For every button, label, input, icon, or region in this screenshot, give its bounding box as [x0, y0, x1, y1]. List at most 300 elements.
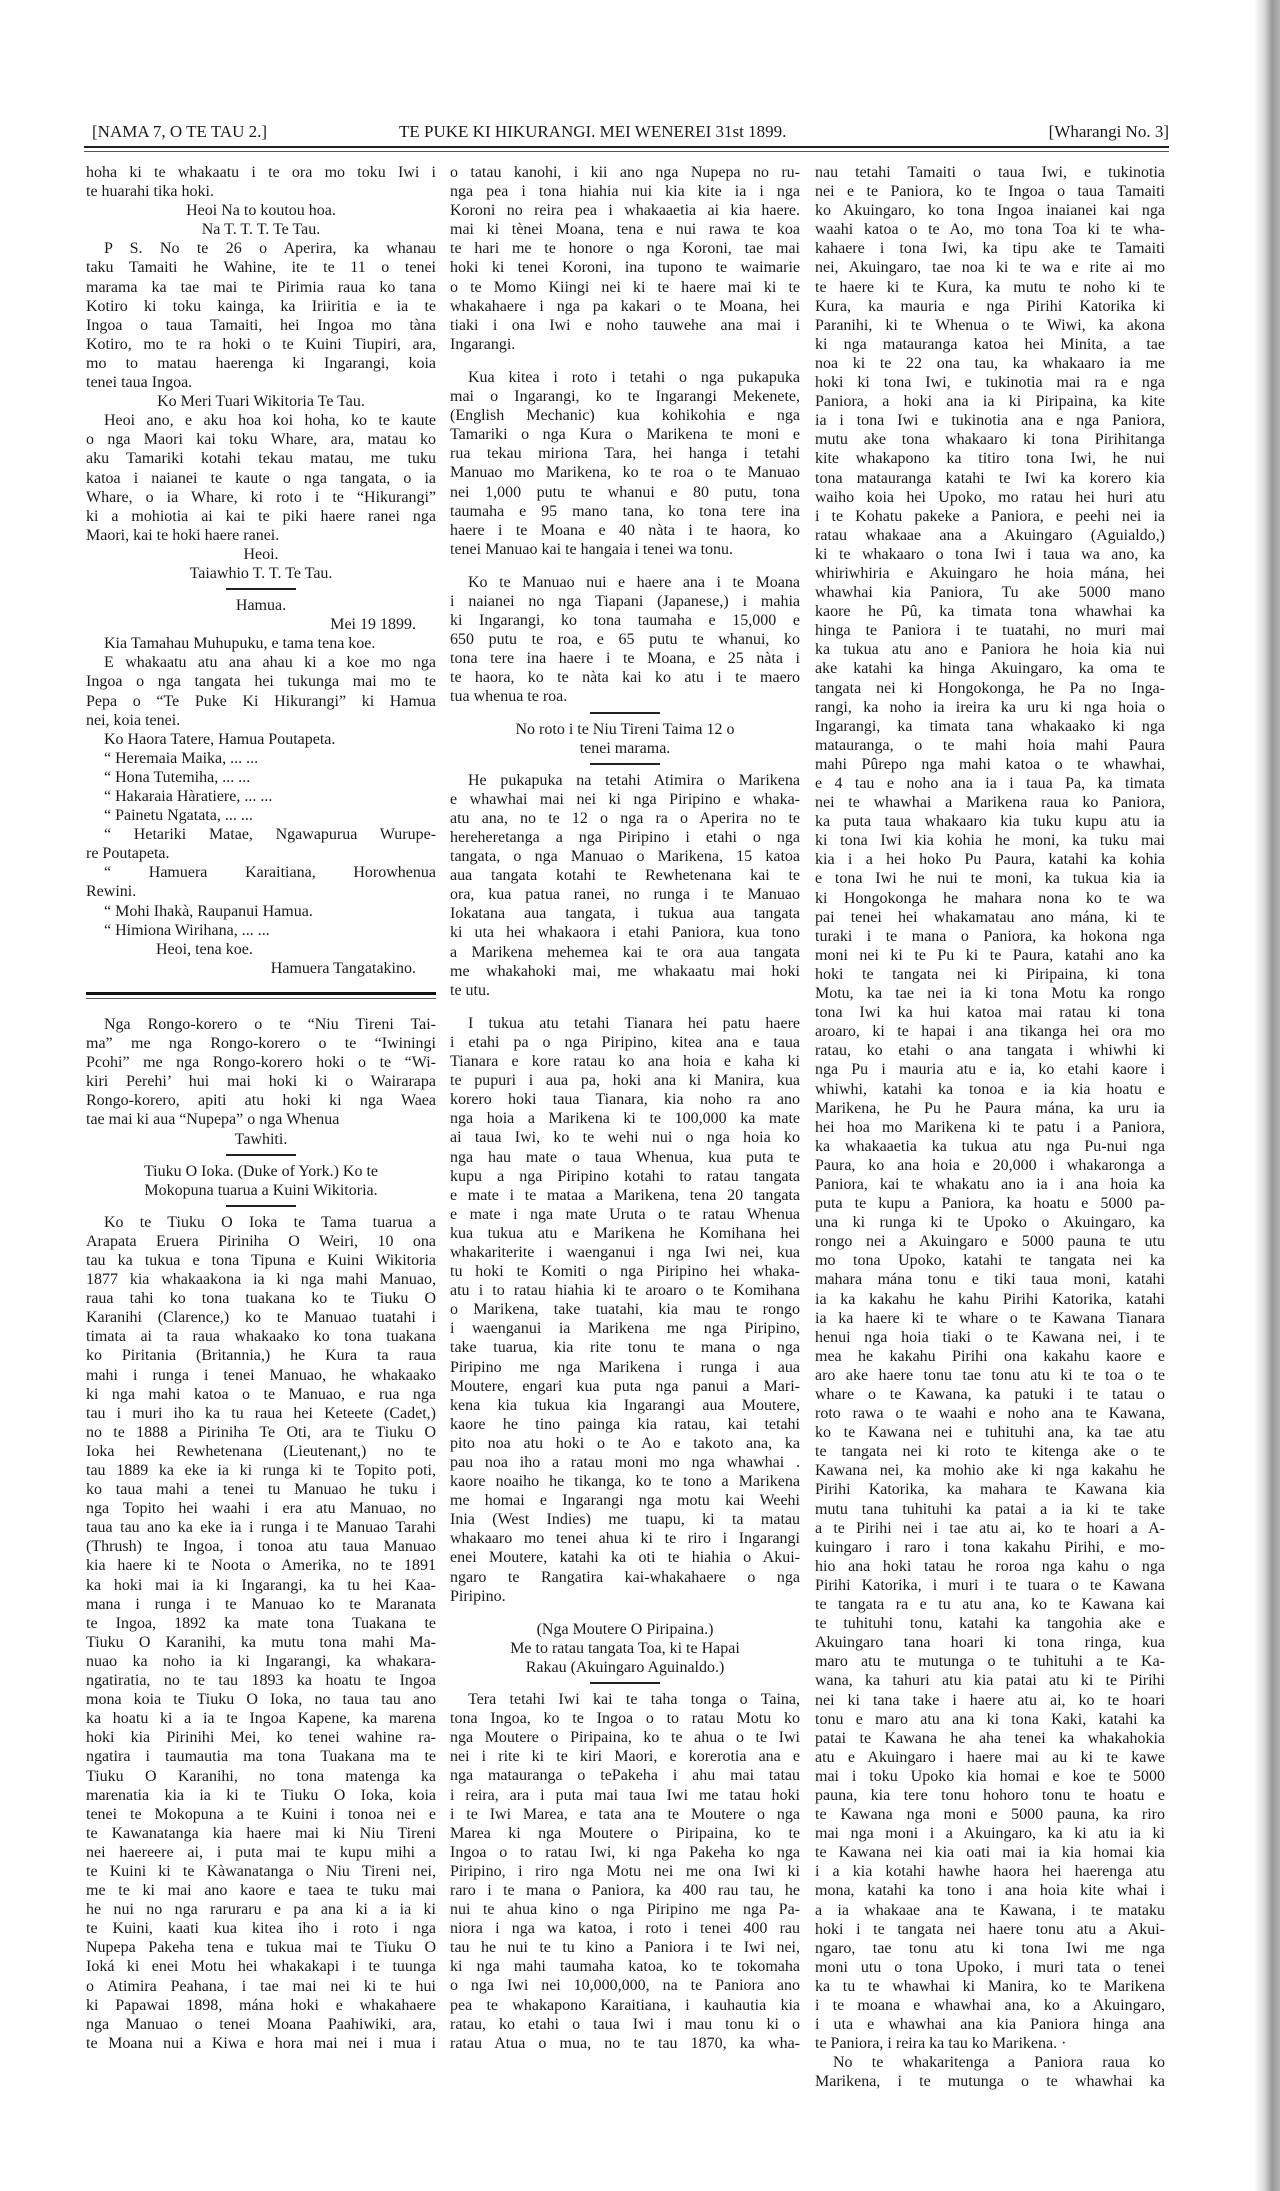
- paragraph: [86, 1015, 436, 1130]
- text-line: hoki i te tangata nei haere tonu atu a Akui-: [815, 1920, 1165, 1938]
- text-line: mea he kakahu Pirihi ona kakahu kaore e: [815, 1347, 1165, 1365]
- text-line: ki Ingarangi, ko tona taumaha e 15,000 e: [450, 612, 800, 630]
- text-line: ratau Atua o mua, no te tau 1870, ka wha-: [450, 2034, 800, 2052]
- text-line: ratau, ko etahi o ana tangata i whiwhi ki: [815, 1042, 1165, 1060]
- text-line: te pupuri i aua pa, hoki ana ki Manira, kua: [450, 1072, 800, 1090]
- text-line: tenei te Mokopuna a te Kuini i tonoa nei e: [86, 1805, 436, 1823]
- text-line: 1877 kia whakaakona ia ki nga mahi Manuao,: [86, 1271, 436, 1289]
- text-line: Ingoa o to ratau Iwi, ki nga Pakeha ko nga: [450, 1843, 800, 1861]
- column-1: [86, 163, 436, 2053]
- text-line: mai nga moni i a Akuingaro, ka ki atu ia ki: [815, 1825, 1165, 1843]
- text-line: tua whenua te roa.: [450, 688, 568, 706]
- text-line: moni nei ki te Pu ki te Paura, katahi ano ka: [815, 946, 1165, 964]
- text-line: nga Manuao o tenei Moana Paahiwiki, ara,: [86, 2015, 436, 2033]
- text-line: marama ka tae mai te Pirimia raua ko tana: [86, 278, 436, 296]
- text-line: whakaaro mo tenei ahua ki te riro i Ingarangi: [450, 1530, 800, 1548]
- text-line: nga hau mate o taua Whenua, kua puta te: [450, 1148, 800, 1166]
- text-line: waiho koia hei Upoko, mo ratau hei huri atu: [815, 488, 1165, 506]
- paragraph: [450, 1014, 800, 1606]
- text-line: atu e Akuingaro i haere mai au ki te kawe: [815, 1748, 1165, 1766]
- text-line: Ingarangi.: [450, 335, 516, 353]
- text-line: Pirihi Katorika, i muri i te tuara o te Kawana: [815, 1576, 1165, 1594]
- paragraph: [450, 163, 800, 354]
- text-line: ma” me nga Rongo-korero o te “Iwiningi: [86, 1035, 436, 1053]
- text-line: ka puta taua whakaaro kia tuku kupu atu ia: [815, 813, 1165, 831]
- divider-rule: [226, 588, 296, 590]
- text-line: henui nga hoia tiaki o te Kawana nei, i te: [815, 1328, 1165, 1346]
- text-line: Marikena, he Pu he Paura mána, ka uru ia: [815, 1099, 1165, 1117]
- text-line: hio ana hoki tatau he roroa nga kahu o nga: [815, 1557, 1165, 1575]
- text-line: te Kawana nei kia oati mai ia kia homai kia: [815, 1844, 1165, 1862]
- text-line: Kura, ka mauria e nga Pirihi Katorika ki: [815, 297, 1165, 315]
- text-line: mai i toku Upoko kia homai e koe te 5000: [815, 1767, 1165, 1785]
- list-item: “ Hona Tutemiha, ... ...: [104, 768, 251, 786]
- text-line: te tangata ra e tu atu ana, ko te Kawana kai: [815, 1596, 1165, 1614]
- text-line: puta te kupu a Paniora, ka hoatu e 5000 pa-: [815, 1195, 1165, 1213]
- text-line: Paranihi, ki te Whenua o te Wiwi, ka akona: [815, 316, 1165, 334]
- text-line: tona Ingoa, ko te Ingoa o to ratau Motu ko: [450, 1710, 800, 1728]
- text-line: mo tona Upoko, katahi te tangata nei ka: [815, 1252, 1165, 1270]
- text-line: i naianei no nga Tiapani (Japanese,) i mahia: [450, 592, 800, 610]
- text-line: waahi katoa o te Ao, mo tona Toa ki te wha-: [815, 221, 1165, 239]
- centered-heading: tenei marama.: [579, 739, 671, 757]
- centered-heading: Ko Meri Tuari Wikitoria Te Tau.: [157, 393, 365, 411]
- paragraph: [86, 825, 436, 863]
- text-line: kena kia tukua kia Ingarangi aua Moutere,: [450, 1396, 800, 1414]
- paragraph: [450, 1690, 800, 2053]
- text-line: nuao ka noho ia ki Ingarangi, ka whakara-: [86, 1652, 436, 1670]
- text-line: Kotiro, mo te ra hoki o te Kuini Tiupiri, ara,: [86, 335, 436, 353]
- centered-heading: Rakau (Akuingaro Aguinaldo.): [525, 1658, 725, 1676]
- text-line: Ingoa o nga tangata hei tukunga mai mo te: [86, 673, 436, 691]
- signature-line: Mei 19 1899.: [330, 616, 416, 634]
- paragraph: [86, 239, 436, 392]
- text-line: tona tere ina haere i te Moana, e 25 nàta i: [450, 650, 800, 668]
- text-line: a ia whakaae ana te Kawana, i te mataku: [815, 1901, 1165, 1919]
- text-line: ki Hongokonga he mahara nona ko te wa: [815, 889, 1165, 907]
- text-line: nei e te Paniora, ko te Ingoa o taua Tamaiti: [815, 183, 1165, 201]
- text-line: ake katahi ka hinga Akuingaro, ka oma te: [815, 660, 1165, 678]
- text-line: Ko te Tiuku O Ioka te Tama tuarua a: [104, 1213, 436, 1231]
- text-line: te haere ki te Kura, ka mutu te noho ki te: [815, 278, 1165, 296]
- divider-rule: [590, 712, 660, 714]
- text-line: Marea ki nga Moutere o Piripaina, ko te: [450, 1824, 800, 1842]
- text-line: mana i runga i te Manuao ko te Maranata: [86, 1595, 436, 1613]
- text-line: kite whakapono ka titiro tona Iwi, he nui: [815, 450, 1165, 468]
- text-line: tona Iwi ka hui katoa mai ratau ki tona: [815, 1004, 1165, 1022]
- text-line: Karanihi (Clarence,) ko te Manuao tuatahi i: [86, 1309, 436, 1327]
- paragraph: [86, 634, 436, 653]
- text-line: te Kuini ki te Kàwanatanga o Niu Tireni nei,: [86, 1862, 436, 1880]
- text-line: mutu tana tuhituhi ka patai a ia ki te take: [815, 1500, 1165, 1518]
- text-line: nei te whawhai a Marikena raua ko Paniora,: [815, 794, 1165, 812]
- text-line: whakariterite i waenganui i nga Iwi nei, kua: [450, 1243, 800, 1261]
- page-number: [Wharangi No. 3]: [1048, 122, 1169, 141]
- text-line: nga hoia a Marikena ki te 100,000 ka mate: [450, 1110, 800, 1128]
- paragraph-gap: [450, 1000, 800, 1014]
- text-line: pau noa iho a ratau moni mo nga whawhai .: [450, 1454, 800, 1471]
- text-line: ora, kua patua ranei, no runga i te Manuao: [450, 886, 800, 904]
- page-header: [84, 120, 1169, 144]
- text-line: i uta e whawhai ana kia Paniora hinga ana: [815, 2016, 1165, 2034]
- text-line: Manuao mo Marikena, ko te roa o te Manuao: [450, 464, 800, 482]
- text-line: nei, Akuingaro, tae noa ki te wa e rite ai mo: [815, 259, 1165, 277]
- text-line: hoha ki te whakaatu i te ora mo toku Iwi i: [86, 164, 436, 181]
- text-line: ka whakaaetia ka tukua atu nga Pu-nui nga: [815, 1137, 1165, 1155]
- text-line: Nupepa Pakeha tena e tukua mai te Tiuku O: [86, 1939, 436, 1957]
- text-line: Moutere, engari kua puta nga panui a Mari-: [450, 1377, 800, 1395]
- text-line: ratau, ko etahi o taua Iwi i mau tonu ki o: [450, 2015, 800, 2033]
- text-line: ia ka kakahu he kahu Pirihi Katorika, katahi: [815, 1290, 1165, 1308]
- text-line: mona koia te Tiuku O Ioka, no taua tau ano: [86, 1691, 436, 1709]
- divider-rule: [86, 992, 436, 999]
- text-line: tau he nui te tu kino a Paniora i te Iwi nei,: [450, 1939, 800, 1957]
- text-line: o Marikena, take tuatahi, kia mau te rongo: [450, 1301, 800, 1319]
- text-line: atu ana, no te 12 o nga ra o Aperira no te: [450, 809, 800, 827]
- text-line: Kotiro ki toku kainga, ka Iriiritia e ia te: [86, 297, 436, 315]
- text-line: hinga te Paniora i te tuatahi, no muri mai: [815, 622, 1165, 640]
- text-line: Paniora, a hoki ana ia ki Piripaina, ka kite: [815, 393, 1165, 411]
- text-line: Nga Rongo-korero o te “Niu Tireni Tai-: [104, 1015, 436, 1033]
- centered-heading: Heoi Na to koutou hoa.: [186, 202, 336, 220]
- text-line: no te 1888 a Piriniha Te Oti, ara te Tiuku O: [86, 1423, 436, 1441]
- paragraph-gap: [450, 559, 800, 573]
- text-line: te Ingoa, 1892 ka mate tona Tuakana te: [86, 1614, 436, 1632]
- text-line: nga matauranga o tePakeha i ahu mai tatau: [450, 1767, 800, 1785]
- text-line: nei 1,000 putu te whanui e 80 putu, tona: [450, 483, 800, 501]
- text-line: nau tetahi Tamaiti o taua Iwi, e tukinotia: [815, 164, 1165, 181]
- text-line: patai te Kawana he aha tenei ka whakahokia: [815, 1729, 1165, 1747]
- paragraph: [450, 573, 800, 707]
- text-line: Tianara e kore ratau ko ana hoia e kaha ki: [450, 1053, 800, 1071]
- divider-rule: [226, 1154, 296, 1156]
- divider-rule: [590, 763, 660, 765]
- scan-edge-shadow: [1254, 0, 1280, 2191]
- text-line: tonu e maro atu ana ki tona Kaki, katahi ka: [815, 1710, 1165, 1728]
- text-line: Rewini.: [86, 883, 137, 901]
- text-line: Pcohi” me nga Rongo-korero hoki o te “Wi-: [86, 1054, 436, 1072]
- text-line: matauranga, o te mahi hoia mahi Paura: [815, 736, 1165, 754]
- text-line: e whawhai mai nei ki nga Piripino e whaka-: [450, 790, 800, 808]
- text-line: timata ai ta raua whakaako ko tona tuakana: [86, 1328, 436, 1346]
- header-rule: [84, 146, 1169, 148]
- closing-line: Heoi, tena koe.: [156, 940, 253, 958]
- text-line: rongo nei a Akuingaro e 5000 pauna te utu: [815, 1233, 1165, 1251]
- text-line: ia i tona Iwi e tukinotia ana e nga Paniora,: [815, 412, 1165, 430]
- paragraph: [450, 771, 800, 1000]
- text-line: ngaro te Rangatira kai-whakahaere o nga: [450, 1568, 800, 1586]
- text-line: aro ake haere tonu tae tonu atu ki te toa o te: [815, 1366, 1165, 1384]
- centered-heading: Tawhiti.: [234, 1130, 288, 1148]
- text-line: turaki i te mana o Paniora, ka hokona nga: [815, 927, 1165, 945]
- text-line: te utu.: [450, 981, 490, 999]
- centered-heading: Me to ratau tangata Toa, ki te Hapai: [510, 1639, 740, 1657]
- text-line: te Kuini, kaati kua kitea iho i roto i nga: [86, 1920, 436, 1938]
- text-line: tangata nei ki Hongokonga, he Pa no Inga-: [815, 679, 1165, 697]
- text-line: atu i to ratau hiahia ki te aroaro o te Komihana: [450, 1282, 800, 1300]
- text-line: nga Topito hei waahi i era atu Manuao, no: [86, 1500, 436, 1518]
- text-line: kiri Perehi’ hui mai hoki ki o Wairarapa: [86, 1073, 436, 1091]
- divider-rule: [226, 1205, 296, 1207]
- text-line: Kawana nei, ka mohio ake ki nga kakahu he: [815, 1462, 1165, 1480]
- text-line: Ioká ki enei Motu hei whakakapi i te tuunga: [86, 1958, 436, 1976]
- text-line: wana, ka tahuri atu kia patai atu ki te Pirihi: [815, 1672, 1165, 1690]
- text-line: e tona Iwi he nui te moni, ka tukua kia ia: [815, 870, 1165, 888]
- text-line: pea te whakapono Karaitiana, i kauhautia kia: [450, 1996, 800, 2014]
- text-line: te hari me te honore o nga Koroni, tae mai: [450, 240, 800, 258]
- text-line: te tuhituhi tonu, katahi ka tangohia ake e: [815, 1615, 1165, 1633]
- text-line: ka tu te whawhai ki Manira, ko te Marikena: [815, 1977, 1165, 1995]
- text-line: Iokatana aua tangata, i tukua aua tangata: [450, 905, 800, 923]
- text-line: I tukua atu tetahi Tianara hei patu haere: [468, 1014, 800, 1032]
- text-line: 650 putu te roa, e 65 putu te whanui, ko: [450, 631, 800, 649]
- text-line: Tiuku O Karanihi, no tona matenga ka: [86, 1767, 436, 1785]
- text-line: Rongo-korero, apiti atu hoki ki nga Waea: [86, 1092, 436, 1110]
- text-line: i a kia kotahi hawhe haora hei haerenga atu: [815, 1863, 1165, 1881]
- text-line: ngatiratia, no te tau 1893 ka hoatu te Ingoa: [86, 1672, 436, 1690]
- text-line: hoki te tangata nei ki Piripaina, ki tona: [815, 965, 1165, 983]
- text-line: ki nga mahi katoa o te Manuao, e rua nga: [86, 1385, 436, 1403]
- paragraph: [815, 2053, 1165, 2091]
- text-line: ia ka haere ki te whare o te Kawana Tianara: [815, 1309, 1165, 1327]
- text-line: kuingaro i raro i tona kakahu Pirihi, e mo-: [815, 1538, 1165, 1556]
- text-line: o tatau kanohi, i kii ano nga Nupepa no ru-: [450, 164, 800, 181]
- paragraph: [86, 411, 436, 545]
- text-line: Paniora, kai te whakatu ano ia i ana hoia ka: [815, 1175, 1165, 1193]
- text-line: nui te ahua kino o nga Piripino me nga Pa-: [450, 1901, 800, 1919]
- text-line: ko taua mahi a tenei tu Manuao he tuku i: [86, 1481, 436, 1499]
- column-2: [450, 163, 800, 2053]
- text-line: roto rawa o te waahi e noho ana te Kawana,: [815, 1405, 1165, 1423]
- text-line: whiriwhiria e Akuingaro he hoia mána, hei: [815, 564, 1165, 582]
- divider-rule: [590, 1682, 660, 1684]
- paragraph: [86, 163, 436, 201]
- text-line: taua tau ano ka eke ia i runga i te Manuao Tarahi: [86, 1519, 436, 1537]
- text-line: o te Momo Kiingi nei ki te haere mai ki te: [450, 278, 800, 296]
- text-line: ka tukua atu ano e Paniora he hoia kia nui: [815, 641, 1165, 659]
- centered-heading: Heoi.: [243, 545, 279, 563]
- text-line: me te ki mai ano kaore e taea te tuku mai: [86, 1882, 436, 1900]
- paragraph-gap: [450, 1606, 800, 1620]
- text-line: pito noa atu hoki o te Ao e takoto ana, ka: [450, 1434, 800, 1452]
- text-line: tangata, o nga Manuao o Marikena, 15 katoa: [450, 848, 800, 866]
- text-line: kaore he Pû, ka timata tona whawhai ka: [815, 603, 1165, 621]
- text-line: Tamariki o nga Kura o Marikena te moni e: [450, 426, 800, 444]
- text-line: aua tangata kotahi te Rewhetenana kai te: [450, 867, 800, 885]
- text-line: Piripino, i riro nga Motu nei me ona Iwi ki: [450, 1862, 800, 1880]
- text-line: hoki kia Pirinihi Mei, ko tenei wahine ra-: [86, 1729, 436, 1747]
- text-line: te Kawanatanga kia haere mai ki Niu Tireni: [86, 1824, 436, 1842]
- text-line: noa ki te 22 ona tau, ka whakaaro ia me: [815, 354, 1165, 372]
- text-line: nga Moutere o Piripaina, ko te ahua o te Iwi: [450, 1729, 800, 1747]
- text-line: whakahaere i nga pa kakari o te Moana, hei: [450, 297, 800, 315]
- text-line: (Thrush) te Ingoa, i tonoa atu taua Manuao: [86, 1538, 436, 1556]
- text-line: Ioka hei Rewhetenana (Lieutenant,) no te: [86, 1442, 436, 1460]
- text-line: ki nga mahi taumaha katoa, ko te tokomaha: [450, 1958, 800, 1976]
- text-line: E whakaatu atu ana ahau ki a koe mo nga: [104, 654, 436, 672]
- header-rule-thin: [84, 151, 1169, 152]
- text-line: te haora, ko te nàta kai ko atu i te maero: [450, 669, 800, 687]
- text-line: kaore noaiho he tikanga, ko te tono a Marikena: [450, 1473, 800, 1491]
- text-line: nga pea i tona hiahia nui kia kite ia i nga: [450, 183, 800, 201]
- text-line: a Marikena mehemea kai te ora aua tangata: [450, 943, 800, 961]
- text-line: he nui no nga raruraru e pa ana ki a ia ki: [86, 1901, 436, 1919]
- list-item: “ Hakaraia Hàratiere, ... ...: [104, 788, 273, 805]
- text-line: ki te whakaaro o tona Iwi i taua wa ano, ka: [815, 545, 1165, 563]
- text-line: pauna, kia tere tonu hohoro tonu te hoatu e: [815, 1786, 1165, 1804]
- text-line: Heoi ano, e aku hoa koi hoha, ko te kaute: [104, 412, 436, 430]
- text-line: i te Iwi Marea, e tata ana te Moutere o nga: [450, 1805, 800, 1823]
- text-line: kahaere i tona Iwi, ka tipu ake te Tamaiti: [815, 240, 1165, 258]
- text-line: mo to matau haerenga ki Ingarangi, koia: [86, 354, 436, 372]
- text-line: kua tukua atu e Marikena he Komihana hei: [450, 1224, 800, 1242]
- text-line: Whare, o ia Whare, ki roto i te “Hikurangi”: [86, 488, 436, 506]
- text-line: i reira, ara i puta mai taua Iwi me tatau hoki: [450, 1786, 800, 1804]
- text-line: ko Piritania (Britannia,) he Kura ta raua: [86, 1347, 436, 1365]
- text-line: ratau whakaae ana a Akuingaro (Aguialdo,): [815, 526, 1165, 544]
- centered-heading: (Nga Moutere O Piripaina.): [536, 1620, 714, 1638]
- text-line: hei hoa mo Marikena ki te patu i a Paniora,: [815, 1118, 1165, 1136]
- text-line: tiaki i ona Iwi e noho tauwehe ana mai i: [450, 316, 800, 334]
- text-line: ngaro, tae tonu atu ki tona Iwi me nga: [815, 1939, 1165, 1957]
- text-line: rangi, ka noho ia ireira ka uru ki nga hoia o: [815, 698, 1165, 716]
- text-line: haere i te Moana e 40 nàta i te haora, ko: [450, 521, 800, 539]
- text-line: “ Hamuera Karaitiana, Horowhenua: [104, 864, 436, 882]
- text-line: me whakahoki mai, me whakaatu mai hoki: [450, 962, 800, 980]
- list-item: “ Heremaia Maika, ... ...: [104, 749, 259, 767]
- text-line: enei Moutere, katahi ka oti te hiahia o Akui-: [450, 1549, 800, 1567]
- text-line: Marikena, i te mutunga o te whawhai ka: [815, 2073, 1165, 2091]
- text-line: ki nga matauranga katoa hei Minita, a tae: [815, 335, 1165, 353]
- text-line: mahara mána tonu e tiki taua moni, katahi: [815, 1271, 1165, 1289]
- text-line: raro i te mana o Paniora, ka 400 rau tau, he: [450, 1881, 800, 1899]
- text-line: tenei taua Ingoa.: [86, 374, 193, 392]
- text-line: te tangata nei ki roto te kitenga ake o te: [815, 1443, 1165, 1461]
- text-line: te Paniora, i reira ka tau ko Marikena. ·: [815, 2035, 1067, 2053]
- text-line: e mate i nga mate Uruta o te ratau Whenua: [450, 1205, 800, 1223]
- paragraph: [86, 653, 436, 729]
- text-line: tau i muri iho ka tu raua hei Keteete (Cadet,): [86, 1404, 436, 1422]
- signature-line: Hamuera Tangatakino.: [270, 959, 416, 977]
- text-line: ki tona Iwi kia kohia he moni, ka tuku mai: [815, 832, 1165, 850]
- newspaper-title-date: TE PUKE KI HIKURANGI. MEI WENEREI 31st 1899.: [399, 122, 787, 141]
- text-line: nei, koia tenei.: [86, 711, 181, 729]
- text-line: tu hoki te Komiti o nga Piripino hei whaka-: [450, 1263, 800, 1281]
- text-line: marenatia kia ia ki te Tiuku O Ioka, koia: [86, 1786, 436, 1804]
- text-line: nei haereere ai, i puta mai te kupu mihi a: [86, 1843, 436, 1861]
- text-line: mona, katahi ka tono i ana hoia kite whai i: [815, 1882, 1165, 1900]
- text-line: (English Mechanic) kua kohikohia e nga: [450, 407, 800, 425]
- text-line: kia haere ki te Noota o Amerika, no te 1891: [86, 1557, 436, 1575]
- text-line: te huarahi tika hoki.: [86, 183, 214, 201]
- text-line: Kua kitea i roto i tetahi o nga pukapuka: [468, 368, 800, 386]
- text-line: pai tenei hei whakamatau ano mána, ki te: [815, 908, 1165, 926]
- centered-heading: Taiawhio T. T. Te Tau.: [189, 564, 333, 582]
- text-line: tona matauranga katahi te Iwi ka korero kia: [815, 469, 1165, 487]
- text-line: ko te Kawana nei e tuhituhi ana, ka tae atu: [815, 1424, 1165, 1442]
- text-line: Tiuku O Karanihi, ka mutu tona mahi Ma-: [86, 1633, 436, 1651]
- paragraph: [815, 163, 1165, 2053]
- text-line: te Kawana nga moni e 5000 pauna, ka riro: [815, 1806, 1165, 1824]
- text-line: kia i a hei hoko Pu Paura, katahi ka kohia: [815, 851, 1165, 869]
- text-line: tenei Manuao kai te hangaia i tenei wa tonu.: [450, 540, 734, 558]
- text-line: mahi i runga i tenei Manuao, he whakaako: [86, 1366, 436, 1384]
- text-line: tae mai ki aua “Nupepa” o nga Whenua: [86, 1111, 340, 1129]
- text-line: katoa i naianei te kaute o nga tangata, o ia: [86, 469, 436, 487]
- text-line: moni utu o tona Upoko, i muri tata o tenei: [815, 1958, 1165, 1976]
- text-line: a te Pirihi nei i tae atu ai, ko te hoari a A-: [815, 1519, 1165, 1537]
- centered-heading: No roto i te Niu Tireni Taima 12 o: [515, 720, 735, 738]
- paragraph: [450, 368, 800, 559]
- text-line: whawhai kia Paniora, Tu ake 5000 mano: [815, 584, 1165, 602]
- text-line: o nga Iwi nei 10,000,000, na te Paniora ano: [450, 1977, 800, 1995]
- text-line: taumaha e 95 mano tana, ko tona tere ina: [450, 502, 800, 520]
- centered-heading: Hamua.: [235, 597, 287, 615]
- text-line: taku Tamaiti he Wahine, ite te 11 o tenei: [86, 259, 436, 277]
- list-item: Ko Haora Tatere, Hamua Poutapeta.: [104, 730, 336, 748]
- text-line: rua tekau miriona Tara, hei hanga i tetahi: [450, 445, 800, 463]
- text-line: Ingarangi, ka timata tana whakaako ki nga: [815, 717, 1165, 735]
- text-line: Piripino.: [450, 1587, 506, 1605]
- text-line: mutu ake tona whakaaro ki tona Pirihitanga: [815, 431, 1165, 449]
- text-line: Akuingaro tana hoari ki tona ringa, kua: [815, 1634, 1165, 1652]
- text-line: P S. No te 26 o Aperira, ka whanau: [104, 240, 436, 258]
- text-line: niora i nga wa katoa, i roto i tenei 400 rau: [450, 1920, 800, 1938]
- text-line: una ki runga ki te Upoko o Akuingaro, ka: [815, 1214, 1165, 1232]
- text-line: Ingoa o taua Tamaiti, hei Ingoa mo tàna: [86, 316, 436, 334]
- text-line: i etahi pa o nga Piripino, kitea ana e taua: [450, 1033, 800, 1051]
- text-line: o Atimira Peahana, i tae mai nei ki te hui: [86, 1977, 436, 1995]
- paragraph: [86, 1213, 436, 2053]
- centered-heading: Mokopuna tuarua a Kuini Wikitoria.: [144, 1181, 378, 1199]
- paragraph: [86, 863, 436, 901]
- column-3: [815, 163, 1165, 2091]
- text-line: whare o te Kawana, ka patuki i te tatau o: [815, 1386, 1165, 1403]
- text-line: i te moana e whawhai ana, ko a Akuingaro,: [815, 1997, 1165, 2014]
- text-line: ka hoki mai ia ki Ingarangi, ka tu hei Kaa-: [86, 1576, 436, 1594]
- text-line: take tuarua, kia rite tonu te mana o nga: [450, 1339, 800, 1357]
- text-line: Kia Tamahau Muhupuku, e tama tena koe.: [104, 635, 376, 653]
- list-item: “ Mohi Ihakà, Raupanui Hamua.: [104, 902, 313, 920]
- text-line: mai o Ingarangi, ko te Ingarangi Mekenete,: [450, 388, 800, 406]
- text-line: Motu, ka tae nei ia ki tona Motu ka rongo: [815, 985, 1165, 1003]
- text-line: nei i rite ki te kiri Maori, e korerotia ana e: [450, 1748, 800, 1766]
- text-line: i waenganui ia Marikena me nga Piripino,: [450, 1320, 800, 1338]
- text-line: kaore he tino painga kia ratau, kai tetahi: [450, 1415, 800, 1433]
- text-line: nei ki tana take i haere atu ai, ko te hoari: [815, 1691, 1165, 1709]
- text-line: ki Papawai 1898, mána hoki e whakahaere: [86, 1996, 436, 2014]
- text-line: No te whakaritenga a Paniora raua ko: [833, 2054, 1165, 2072]
- text-line: ko Akuingaro, ko tona Ingoa inaianei kai nga: [815, 202, 1165, 220]
- text-line: tau 1889 ka eke ia ki runga ki te Topito poti,: [86, 1462, 436, 1479]
- text-line: Piripino me nga Marikena i runga i aua: [450, 1358, 800, 1376]
- text-line: mai ki tènei Moana, tena e nui rawa te koa: [450, 221, 800, 239]
- text-line: re Poutapeta.: [86, 845, 170, 863]
- text-line: hoki ki tona Iwi, e tukinotia mai ra e nga: [815, 374, 1165, 392]
- text-line: Maori, kai te hoki haere ranei.: [86, 526, 280, 544]
- text-line: ka hoatu ki a ia te Ingoa Kapene, ka marena: [86, 1710, 436, 1728]
- text-line: me homai e Ingarangi nga motu kai Weehi: [450, 1492, 800, 1510]
- text-line: te Moana nui a Kiwa e hora mai nei i mua i: [86, 2034, 436, 2052]
- text-line: Inia (West Indies) me tuapu, ki ta matau: [450, 1511, 800, 1529]
- text-line: Tera tetahi Iwi kai te taha tonga o Taina,: [468, 1691, 800, 1709]
- text-line: ai taua Iwi, ko te wehi nui o nga hoia ko: [450, 1129, 800, 1147]
- text-line: ngatira i taumautia ma tona Tuakana ma te: [86, 1748, 436, 1766]
- text-line: Pepa o “Te Puke Ki Hikurangi” ki Hamua: [86, 692, 436, 710]
- text-line: o nga Maori kai toku Whare, ara, matau ko: [86, 431, 436, 449]
- text-line: ki a mohiotia ai kai te piki haere ranei nga: [86, 507, 436, 525]
- text-line: Paura, ko ana hoia e 20,000 i whakaronga a: [815, 1156, 1165, 1174]
